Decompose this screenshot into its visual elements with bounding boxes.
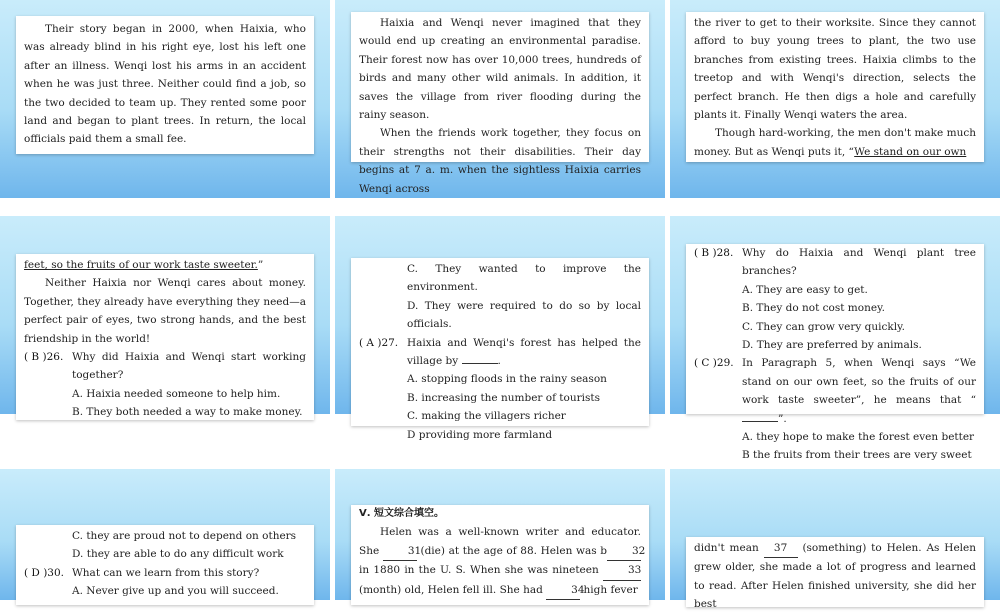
option-d: D. They were required to do so by local officials.: [407, 299, 641, 331]
text: (die) at the age of 88. Helen was b: [420, 544, 607, 557]
option-c: C. they are proud not to depend on others: [72, 530, 297, 542]
option-a: A. Haixia needed someone to help him.: [72, 387, 281, 400]
paragraph: [694, 539, 976, 614]
slide-5[interactable]: [335, 216, 665, 441]
text: didn't mean: [694, 542, 759, 554]
answer-label: ( D )30.: [24, 566, 64, 579]
slide-8[interactable]: [335, 469, 665, 600]
paragraph: Their story began in 2000, when Haixia, who was already blind in his right eye, lost his left one after an illness. Wenqi lost his arms in an accident when he was just three. Neither could find a job, so the two decided to team up. They rented some poor land and began to plant trees. In return, the local officials paid them a small fee.: [24, 23, 306, 146]
answer-blank: [742, 421, 778, 422]
slide-4[interactable]: [0, 216, 330, 419]
option-b: B. They both needed a way to make money.: [72, 406, 303, 419]
paragraph: the river to get to their worksite. Since they cannot afford to buy young trees to plant, the two use branches from existing trees. Haixia climbs to the treetop and with Wenqi's direction, selects the perfect branch. He then digs a hole and carefully plants it. Finally Wenqi waters the area.: [694, 17, 976, 122]
slide-1[interactable]: [0, 0, 330, 198]
question-card: [16, 525, 314, 605]
section-heading: Ⅴ. 短文综合填空。: [359, 508, 445, 519]
text: (month) old, Helen fell ill. She had: [359, 583, 543, 596]
question-28: [694, 244, 976, 281]
paragraph: [694, 124, 976, 161]
option-a: A. They are easy to get.: [742, 283, 868, 296]
question-29: [694, 354, 976, 428]
paragraph: When the friends work together, they focus on their strengths not their disabilities. Their day begins at 7 a. m. when the sightless Haixia carries Wenqi across: [359, 127, 641, 195]
option-a: A. they hope to make the forest even better: [742, 431, 975, 444]
blank-31[interactable]: 31: [383, 542, 417, 561]
quote-start: Though hard-working, the men don't make much money. But as Wenqi puts it, “: [694, 127, 976, 158]
question-text: Why did Haixia and Wenqi start working together?: [72, 351, 306, 382]
answer-label: ( C )29.: [694, 357, 734, 370]
slide-2[interactable]: [335, 0, 665, 198]
paragraph: [359, 523, 646, 600]
passage-card: [686, 537, 984, 611]
question-text: In Paragraph 5, when Wenqi says “We stand on our own feet, so the fruits of our work taste sweeter”, he means that “: [742, 357, 976, 407]
passage-card: [16, 254, 314, 420]
answer-label: ( B )26.: [24, 351, 64, 364]
paragraph: Neither Haixia nor Wenqi cares about money. Together, they already have everything they need—a perfect pair of eyes, two strong hands, and the best friendship in the world!: [24, 277, 306, 345]
question-text: What can we learn from this story?: [72, 566, 260, 579]
passage-card: [351, 505, 649, 605]
text: high fever: [583, 583, 638, 596]
slide-6[interactable]: [670, 216, 1000, 462]
blank-34[interactable]: 34: [546, 581, 580, 600]
question-card: [686, 244, 984, 462]
passage-card: [351, 12, 649, 195]
question-30: [24, 564, 306, 582]
underlined-quote: feet, so the fruits of our work taste sweeter.: [24, 259, 258, 271]
paragraph: Haixia and Wenqi never imagined that they would end up creating an environmental paradise. Their forest now has over 10,000 trees, hundreds of birds and many other wild animals. In addition, it saves the village from river flooding during the rainy season.: [359, 17, 641, 122]
question-text: Why do Haixia and Wenqi plant tree branches?: [742, 247, 976, 278]
option-d: D providing more farmland: [407, 428, 553, 441]
question-27: [359, 334, 641, 371]
blank-32[interactable]: 32: [607, 542, 641, 561]
option-b: B. increasing the number of tourists: [407, 391, 600, 404]
option-b: B the fruits from their trees are very sweet: [742, 449, 972, 462]
text: in 1880 in the U. S. When she was nineteen: [359, 564, 599, 577]
answer-label: ( A )27.: [359, 336, 399, 349]
slide-3[interactable]: [670, 0, 1000, 198]
answer-blank: [462, 363, 498, 364]
question-end: .: [497, 355, 501, 368]
underlined-quote: We stand on our own: [854, 145, 967, 158]
question-end: ”.: [778, 412, 787, 425]
paragraph: [24, 256, 306, 274]
option-c: C. They wanted to improve the environment.: [407, 263, 641, 294]
option-c: C. They can grow very quickly.: [742, 320, 905, 333]
passage-card: [16, 16, 314, 154]
question-26: [24, 348, 306, 385]
blank-33[interactable]: 33: [603, 561, 641, 580]
option-d: D. They are preferred by animals.: [742, 339, 922, 352]
slide-7[interactable]: [0, 469, 330, 600]
option-b: B. They do not cost money.: [742, 302, 885, 315]
option-a: A. stopping floods in the rainy season: [407, 373, 607, 386]
question-text: Haixia and Wenqi's forest has helped the village by: [407, 336, 641, 368]
option-d: D. they are able to do any difficult work: [72, 548, 284, 561]
question-card: [351, 258, 649, 441]
option-c: C. making the villagers richer: [407, 410, 566, 423]
passage-card: [686, 12, 984, 162]
slide-9[interactable]: [670, 469, 1000, 611]
blank-37[interactable]: 37: [764, 539, 798, 558]
answer-label: ( B )28.: [694, 247, 734, 259]
quote-end: ”: [257, 259, 264, 271]
option-a: A. Never give up and you will succeed.: [72, 585, 279, 598]
text: (something) to Helen. As Helen grew older, she made a lot of progress and learned to read. After Helen finished university, she did her best: [694, 542, 976, 611]
text: Helen was a well-known writer and educator. She: [359, 526, 641, 557]
